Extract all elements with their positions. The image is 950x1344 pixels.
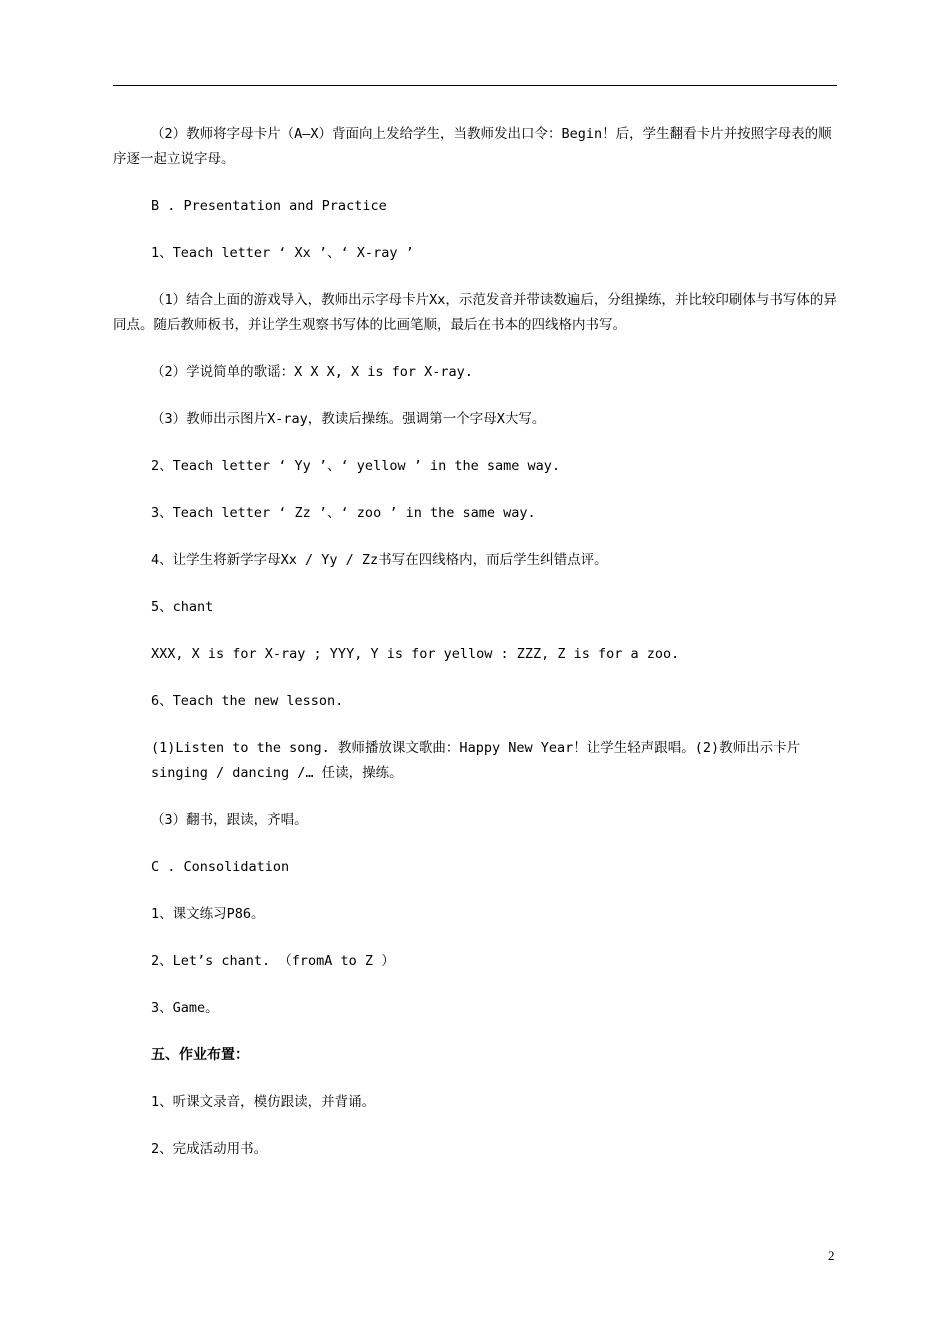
document-body (113, 122, 837, 1184)
chant-text: XXX, X is for X-ray ; YYY, Y is for yellow : ZZZ, Z is for a zoo. (151, 646, 680, 662)
homework-item-2: 2、完成活动用书。 (151, 1141, 268, 1157)
paragraph-read-sing: （3）翻书，跟读，齐唱。 (151, 812, 308, 828)
header-rule (113, 85, 837, 86)
step-5-chant: 5、chant (151, 599, 214, 615)
step-1-teach-xx: 1、Teach letter ‘ Xx ’、‘ X-ray ’ (151, 245, 414, 261)
consolidation-item-1: 1、课文练习P86。 (151, 906, 265, 922)
step-2-teach-yy: 2、Teach letter ‘ Yy ’、‘ yellow ’ in the same way. (151, 458, 561, 474)
section-homework-heading: 五、作业布置： (151, 1047, 249, 1063)
step-4-write-letters: 4、让学生将新学字母Xx / Yy / Zz书写在四线格内，而后学生纠错点评。 (151, 552, 608, 568)
consolidation-item-3: 3、Game。 (151, 1000, 219, 1016)
page-number: 2 (828, 1248, 835, 1263)
paragraph-letter-cards-game: （2）教师将字母卡片（A—X）背面向上发给学生，当教师发出口令：Begin！后，学生翻看卡片并按照字母表的顺序逐一起立说字母。 (113, 126, 832, 167)
paragraph-introduce-xx: （1）结合上面的游戏导入，教师出示字母卡片Xx，示范发音并带读数遍后，分组操练，并比较印刷体与书写体的异同点。随后教师板书，并让学生观察书写体的比画笔顺，最后在书本的四线格内书写。 (113, 292, 837, 333)
consolidation-item-2: 2、Let’s chant. （fromA to Z ） (151, 953, 395, 969)
step-3-teach-zz: 3、Teach letter ‘ Zz ’、‘ zoo ’ in the same way. (151, 505, 536, 521)
section-b-heading: B . Presentation and Practice (151, 198, 387, 214)
step-6-new-lesson: 6、Teach the new lesson. (151, 693, 344, 709)
homework-item-1: 1、听课文录音，模仿跟读，并背诵。 (151, 1094, 376, 1110)
paragraph-rhyme-x: （2）学说简单的歌谣：X X X, X is for X-ray. (151, 364, 473, 380)
paragraph-listen-song: (1)Listen to the song. 教师播放课文歌曲：Happy New Year！让学生轻声跟唱。(2)教师出示卡片singing / dancing /… 任读，操练。 (151, 740, 801, 781)
paragraph-picture-xray: （3）教师出示图片X-ray，教读后操练。强调第一个字母X大写。 (151, 411, 546, 427)
section-c-heading: C . Consolidation (151, 859, 290, 875)
